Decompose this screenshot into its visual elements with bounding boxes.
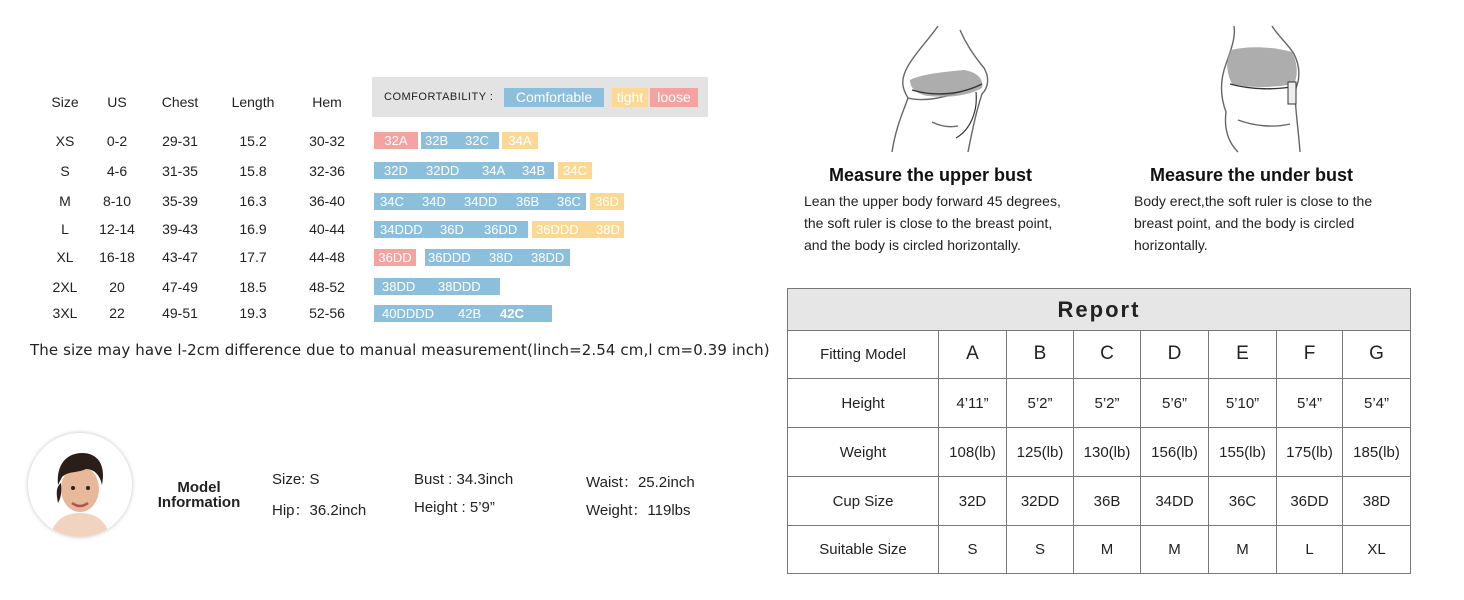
height-cell: 5’4” <box>1343 379 1410 428</box>
header-size: Size <box>51 94 79 110</box>
cup-label: 32DD <box>426 163 460 178</box>
cell-hem: 30-32 <box>309 133 345 149</box>
cell-chest: 39-43 <box>162 221 198 237</box>
cell-us: 22 <box>109 305 125 321</box>
cup-label: 36DDD <box>428 250 471 265</box>
cup-segment-tight <box>590 193 624 210</box>
cup-label: 38D <box>489 250 513 265</box>
suitable-size-cell: M <box>1074 526 1141 573</box>
cup-label: 40DDDD <box>382 306 435 321</box>
cup-label: 38D <box>596 222 620 237</box>
cup-label: 34A <box>508 133 532 148</box>
cup-cell: 36B <box>1074 477 1141 526</box>
cell-size: S <box>60 163 70 179</box>
model-label: A <box>939 330 1007 379</box>
cell-length: 18.5 <box>239 279 267 295</box>
cup-label: 34B <box>522 163 546 178</box>
cell-chest: 29-31 <box>162 133 198 149</box>
cell-hem: 48-52 <box>309 279 345 295</box>
cup-label: 32C <box>465 133 489 148</box>
upper-bust-description <box>804 190 1061 256</box>
cup-label: 36DD <box>484 222 518 237</box>
cup-label: 38DD <box>382 279 416 294</box>
model-info-title-line2: Information <box>157 494 241 511</box>
cup-label: 32B <box>425 133 449 148</box>
height-cell: 5’10” <box>1209 379 1277 428</box>
cup-segment-comfortable <box>374 162 554 179</box>
height-cell: 5’4” <box>1277 379 1343 428</box>
weight-cell: 185(lb) <box>1343 428 1410 477</box>
suitable-size-cell: S <box>939 526 1007 573</box>
cell-size: XL <box>56 249 74 265</box>
cell-length: 19.3 <box>239 305 267 321</box>
cup-label: 36DDD <box>536 222 579 237</box>
cell-chest: 31-35 <box>162 163 198 179</box>
row-label-height: Height <box>788 379 939 428</box>
suitable-size-cell: L <box>1277 526 1343 573</box>
cell-us: 8-10 <box>102 193 132 209</box>
cell-size: XS <box>55 133 75 149</box>
report-title: Report <box>788 289 1410 331</box>
header-hem: Hem <box>312 94 342 110</box>
cup-segment-tight <box>532 221 624 238</box>
cell-hem: 36-40 <box>309 193 345 209</box>
cup-cell: 32D <box>939 477 1007 526</box>
cell-size: L <box>61 221 69 237</box>
upper-bust-title: Measure the upper bust <box>829 165 1033 185</box>
under-bust-line: horizontally. <box>1134 237 1208 253</box>
cup-label: 34A <box>482 163 506 178</box>
cell-length: 16.3 <box>239 193 267 209</box>
under-bust-illustration <box>1208 24 1318 154</box>
cell-us: 20 <box>109 279 125 295</box>
report-table <box>787 288 1411 574</box>
cell-us: 12-14 <box>99 221 135 237</box>
height-cell: 4’11” <box>939 379 1007 428</box>
cup-label: 36DD <box>378 250 412 265</box>
cell-size: 3XL <box>52 305 78 321</box>
cup-segment-comfortable <box>421 132 499 149</box>
legend-comfortable: Comfortable <box>504 88 604 107</box>
model-label: G <box>1343 330 1410 379</box>
model-size: Size: S <box>272 471 320 488</box>
cell-length: 16.9 <box>239 221 267 237</box>
cup-cell: 34DD <box>1141 477 1209 526</box>
cell-chest: 35-39 <box>162 193 198 209</box>
weight-cell: 125(lb) <box>1007 428 1074 477</box>
cup-label: 34DDD <box>380 222 423 237</box>
under-bust-description <box>1134 190 1372 256</box>
suitable-size-cell: M <box>1141 526 1209 573</box>
row-label-fitting-model: Fitting Model <box>788 330 939 379</box>
cell-us: 4-6 <box>106 163 128 179</box>
weight-cell: 155(lb) <box>1209 428 1277 477</box>
legend-tight: tight <box>612 88 648 107</box>
legend-loose: loose <box>650 88 698 107</box>
suitable-size-cell: XL <box>1367 541 1386 558</box>
cell-chest: 43-47 <box>162 249 198 265</box>
cup-segment-comfortable <box>374 221 528 238</box>
comfortability-legend <box>372 77 708 117</box>
model-label: C <box>1074 330 1141 379</box>
cup-cell: 38D <box>1343 477 1410 526</box>
cup-label: 38DD <box>531 250 565 265</box>
cell-us: 16-18 <box>99 249 135 265</box>
upper-bust-line: Lean the upper body forward 45 degrees, <box>804 193 1061 209</box>
model-label: E <box>1209 330 1277 379</box>
header-length: Length <box>231 94 275 110</box>
cell-size: 2XL <box>52 279 78 295</box>
upper-bust-line: and the body is circled horizontally. <box>804 237 1021 253</box>
upper-bust-illustration <box>872 22 1002 154</box>
cell-us: 0-2 <box>106 133 128 149</box>
cup-segment-comfortable <box>374 305 552 322</box>
model-height: Height : 5’9” <box>414 499 495 516</box>
cup-label: 34C <box>563 163 587 178</box>
model-avatar <box>28 433 132 537</box>
cell-length: 15.8 <box>239 163 267 179</box>
cup-segment-loose <box>374 249 416 266</box>
cup-label: 36B <box>516 194 540 209</box>
height-cell: 5’2” <box>1074 379 1141 428</box>
model-waist: Waist：25.2inch <box>586 474 695 491</box>
cup-segment-comfortable <box>374 193 586 210</box>
header-chest: Chest <box>161 94 199 110</box>
cup-cell: 36C <box>1209 477 1277 526</box>
cup-cell: 32DD <box>1007 477 1074 526</box>
header-us: US <box>107 94 127 110</box>
comfortability-label: COMFORTABILITY : <box>384 91 494 103</box>
cell-hem: 52-56 <box>309 305 345 321</box>
under-bust-line: Body erect,the soft ruler is close to the <box>1134 193 1373 209</box>
model-label: D <box>1141 330 1209 379</box>
cup-label: 36C <box>557 194 581 209</box>
cup-label: 36D <box>440 222 464 237</box>
cup-cell: 36DD <box>1277 477 1343 526</box>
model-info-title <box>140 480 258 510</box>
weight-cell: 130(lb) <box>1074 428 1141 477</box>
cup-segment-loose <box>374 132 418 149</box>
cell-hem: 40-44 <box>309 221 345 237</box>
upper-bust-line: the soft ruler is close to the breast point, <box>804 215 1053 231</box>
model-label: F <box>1277 330 1343 379</box>
weight-cell: 108(lb) <box>939 428 1007 477</box>
weight-cell: 156(lb) <box>1141 428 1209 477</box>
cup-segment-tight <box>502 132 538 149</box>
height-cell: 5’6” <box>1141 379 1209 428</box>
model-info-title-line1: Model <box>177 479 221 496</box>
model-label: B <box>1007 330 1074 379</box>
cup-label: 34C <box>380 194 404 209</box>
cup-label: 38DDD <box>438 279 481 294</box>
cell-size: M <box>59 193 71 209</box>
model-hip: Hip：36.2inch <box>272 502 367 519</box>
cup-label: 42B <box>458 306 482 321</box>
measurement-note: The size may have l-2cm difference due to manual measurement(linch=2.54 cm,l cm=0.39 inch) <box>30 341 770 359</box>
cup-segment-comfortable <box>425 249 570 266</box>
row-label-weight: Weight <box>788 428 939 477</box>
cell-hem: 44-48 <box>309 249 345 265</box>
cell-hem: 32-36 <box>309 163 345 179</box>
cup-label: 32A <box>384 133 408 148</box>
under-bust-line: breast point, and the body is circled <box>1134 215 1355 231</box>
suitable-size-cell: M <box>1209 526 1277 573</box>
model-bust: Bust : 34.3inch <box>414 471 514 488</box>
row-label-suitable-size: Suitable Size <box>788 526 939 574</box>
cell-length: 17.7 <box>239 249 267 265</box>
cup-label: 42C <box>500 306 524 321</box>
cup-label: 32D <box>384 163 408 178</box>
cell-chest: 49-51 <box>162 305 198 321</box>
cell-chest: 47-49 <box>162 279 198 295</box>
cup-segment-tight <box>558 162 592 179</box>
height-cell: 5’2” <box>1007 379 1074 428</box>
cup-label: 34D <box>422 194 446 209</box>
under-bust-title: Measure the under bust <box>1150 165 1354 185</box>
cup-segment-comfortable <box>374 278 500 295</box>
cell-length: 15.2 <box>239 133 267 149</box>
model-weight: Weight：119lbs <box>586 502 691 519</box>
weight-cell: 175(lb) <box>1277 428 1343 477</box>
suitable-size-cell: S <box>1007 526 1074 573</box>
cup-label: 34DD <box>464 194 498 209</box>
cup-label: 36D <box>595 194 619 209</box>
row-label-cup-size: Cup Size <box>788 477 939 526</box>
